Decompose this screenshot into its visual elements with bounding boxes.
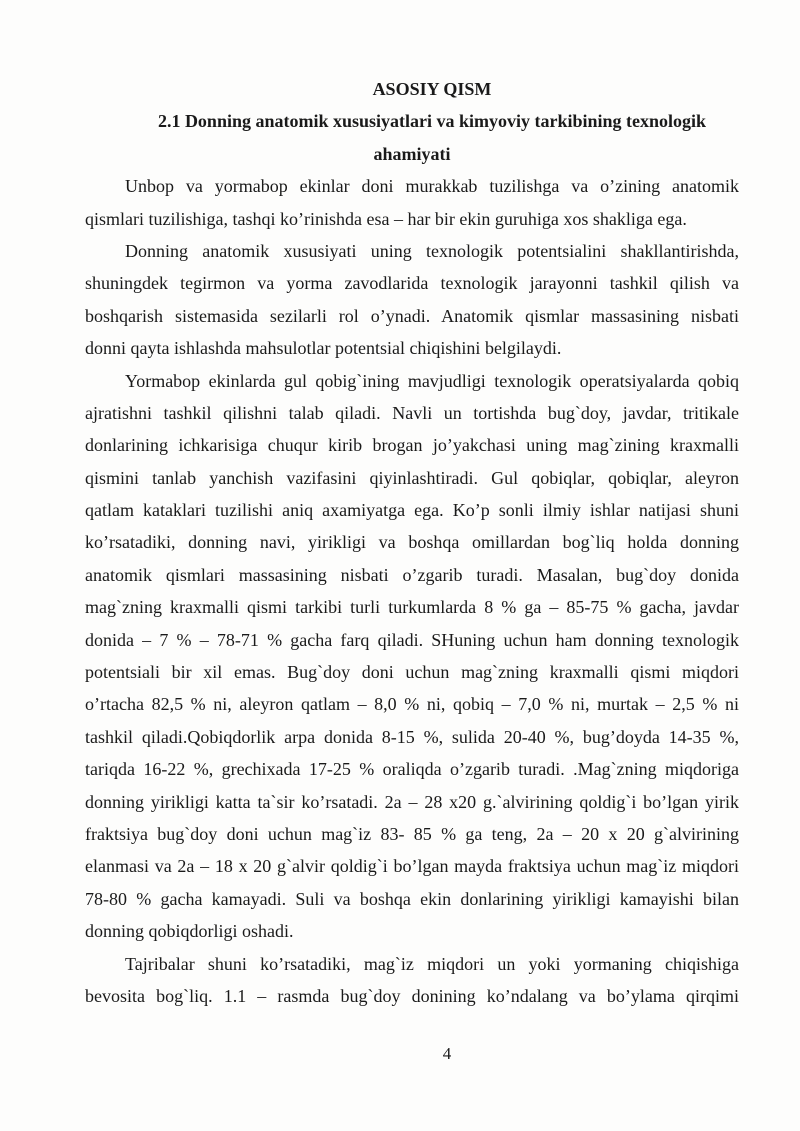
page-number: 4 — [442, 1044, 452, 1063]
text-line: 2.1 Donning anatomik xususiyatlari va kimyoviy tarkibining texnologik — [157, 111, 707, 132]
section-title — [85, 73, 739, 105]
text-line: 78-80 % gacha kamayadi. Suli va boshqa ekin donlarining yirikligi kamayishi bilan — [85, 888, 739, 909]
text-line: ko’rsatadiki, donning navi, yirikligi va boshqa omillardan bog`liq holda donning — [85, 532, 739, 553]
body-paragraph — [85, 235, 739, 365]
subsection-title — [85, 105, 739, 170]
text-line: ASOSIY QISM — [372, 79, 492, 99]
text-line: bevosita bog`liq. 1.1 – rasmda bug`doy donining ko’ndalang va bo’ylama qirqimi — [85, 985, 739, 1006]
text-line: donlarining ichkarisiga chuqur kirib brogan jo’yakchasi uning mag`zining kraxmalli — [85, 435, 739, 456]
text-line: boshqarish sistemasida sezilarli rol o’ynadi. Anatomik qismlar massasining nisbati — [85, 305, 739, 326]
text-line: elanmasi va 2a – 18 x 20 g`alvir qoldig`i bo’lgan mayda fraktsiya uchun mag`iz miqdori — [85, 856, 739, 877]
text-line: qismini tanlab yanchish vazifasini qiyinlashtiradi. Gul qobiqlar, qobiqlar, aleyron — [85, 467, 739, 488]
document-body — [85, 73, 739, 1012]
body-paragraph — [85, 365, 739, 948]
text-line: Unbop va yormabop ekinlar doni murakkab tuzilishga va o’zining anatomik — [125, 176, 739, 197]
text-line: Tajribalar shuni ko’rsatadiki, mag`iz miqdori un yoki yormaning chiqishiga — [125, 953, 739, 974]
text-line: donni qayta ishlashda mahsulotlar potentsial chiqishini belgilaydi. — [85, 338, 562, 359]
text-line: qismlari tuzilishiga, tashqi ko’rinishda esa – har bir ekin guruhiga xos shakliga ega. — [85, 208, 687, 229]
text-line: Yormabop ekinlarda gul qobig`ining mavjudligi texnologik operatsiyalarda qobiq — [125, 370, 739, 391]
text-line: tariqda 16-22 %, grechixada 17-25 % oraliqda o’zgarib turadi. .Mag`zning miqdoriga — [85, 759, 739, 780]
text-line: tashkil qiladi.Qobiqdorlik arpa donida 8-15 %, sulida 20-40 %, bug’doyda 14-35 %, — [85, 726, 739, 747]
text-line: potentsiali bir xil emas. Bug`doy doni uchun mag`zning kraxmalli qismi miqdori — [85, 662, 739, 683]
text-line: ajratishni tashkil qilishni talab qiladi. Navli un tortishda bug`doy, javdar, tritikale — [85, 402, 739, 423]
text-line: mag`zning kraxmalli qismi tarkibi turli turkumlarda 8 % ga – 85-75 % gacha, javdar — [85, 597, 739, 618]
text-line: shuningdek tegirmon va yorma zavodlarida texnologik jarayonni tashkil qilish va — [85, 273, 739, 294]
body-paragraph — [85, 948, 739, 1013]
text-line: fraktsiya bug`doy doni uchun mag`iz 83- 85 % ga teng, 2a – 20 x 20 g`alvirining — [85, 823, 739, 844]
body-paragraph — [85, 170, 739, 235]
text-line: donida – 7 % – 78-71 % gacha farq qiladi. SHuning uchun ham donning texnologik — [85, 629, 739, 650]
text-line: donning yirikligi katta ta`sir ko’rsatadi. 2a – 28 x20 g.`alvirining qoldig`i bo’lgan yirik — [85, 791, 739, 812]
text-line: ahamiyati — [373, 143, 451, 164]
text-line: donning qobiqdorligi oshadi. — [85, 921, 294, 942]
text-line: anatomik qismlari massasining nisbati o’zgarib turadi. Masalan, bug`doy donida — [85, 564, 739, 585]
text-line: qatlam kataklari tuzilishi aniq axamiyatga ega. Ko’p sonli ilmiy ishlar natijasi shuni — [85, 500, 739, 521]
text-line: Donning anatomik xususiyati uning texnologik potentsialini shakllantirishda, — [125, 240, 739, 261]
text-line: o’rtacha 82,5 % ni, aleyron qatlam – 8,0 % ni, qobiq – 7,0 % ni, murtak – 2,5 % ni — [85, 694, 739, 715]
